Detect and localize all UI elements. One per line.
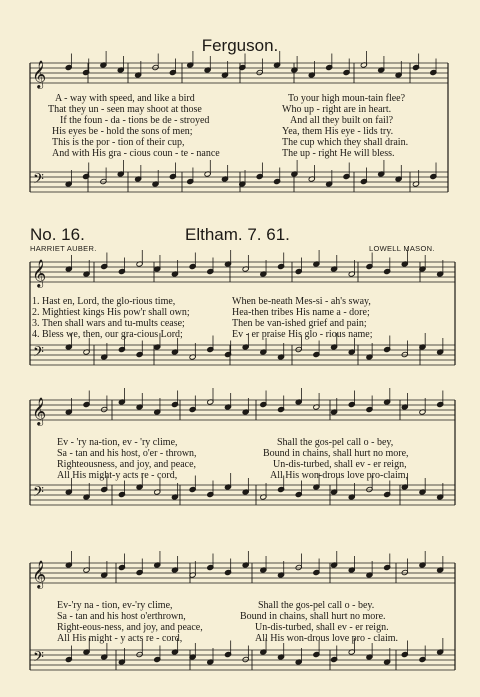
lyric-text: To your high moun-tain flee? (288, 93, 406, 104)
lyric-text: And all they built on fail? (290, 115, 394, 126)
lyric-text: Ev - er praise His glo - rious name; (232, 329, 373, 340)
hymn-title-eltham: Eltham. 7. 61. (185, 225, 290, 244)
lyric-text: Bound in chains, shall hurt no more. (240, 611, 386, 622)
lyric-text: Then be van-ished grief and pain; (232, 318, 367, 329)
lyric-text: Ev - 'ry na-tion, ev - 'ry clime, (57, 437, 178, 448)
bass-clef-icon: 𝄢 (33, 344, 44, 364)
lyric-text: All His might - y acts re - cord, (57, 633, 183, 644)
lyric-text: 2. Mightiest kings His pow'r shall own; (32, 307, 190, 318)
lyric-text: Sa - tan and his host o'erthrown, (57, 611, 186, 622)
author-credit: HARRIET AUBER. (30, 244, 97, 253)
treble-clef-icon: 𝄞 (32, 259, 47, 287)
lyric-text: Ev-'ry na - tion, ev-'ry clime, (57, 600, 173, 611)
hymn-title-ferguson: Ferguson. (201, 36, 279, 55)
bass-clef-icon: 𝄢 (33, 171, 44, 191)
treble-clef-icon: 𝄞 (32, 397, 47, 425)
lyric-text: All His won-drous love pro - claim. (255, 633, 399, 644)
lyric-text: A - way with speed, and like a bird (55, 93, 195, 104)
lyric-text: That they un - seen may shoot at those (48, 104, 202, 115)
lyric-text: 3. Then shall wars and tu-mults cease; (32, 318, 185, 329)
lyric-text: Righteousness, and joy, and peace, (57, 459, 197, 470)
lyric-text: Un-dis-turbed, shall ev - er reign, (273, 459, 407, 470)
composer-credit: LOWELL MASON. (369, 244, 435, 253)
lyric-text: When be-neath Mes-si - ah's sway, (232, 296, 371, 307)
lyric-text: Un-dis-turbed, shall ev - er reign. (255, 622, 389, 633)
lyric-text: Shall the gos-pel call o - bey, (277, 437, 394, 448)
lyric-text: The up - right He will bless. (282, 148, 395, 159)
lyric-text: This is the por - tion of their cup, (52, 137, 185, 148)
lyric-text: All His won-drous love pro-claim, (270, 470, 409, 481)
lyric-text: Who up - right are in heart. (282, 104, 392, 115)
lyric-text: 1. Hast en, Lord, the glo-rious time, (32, 296, 176, 307)
treble-clef-icon: 𝄞 (32, 560, 47, 588)
lyric-text: Bound in chains, shall hurt no more, (263, 448, 409, 459)
lyric-text: His eyes be - hold the sons of men; (52, 126, 193, 137)
lyric-text: If the foun - da - tions be de - stroyed (60, 115, 210, 126)
lyric-text: Sa - tan and his host, o'er - thrown, (57, 448, 197, 459)
bass-clef-icon: 𝄢 (33, 649, 44, 669)
lyric-text: Right-eous-ness, and joy, and peace, (57, 622, 203, 633)
lyric-text: Hea-then tribes His name a - dore; (232, 307, 370, 318)
lyric-text: Yea, them His eye - lids try. (282, 126, 394, 137)
treble-clef-icon: 𝄞 (32, 60, 47, 88)
lyric-text: The cup which they shall drain. (282, 137, 409, 148)
hymn-number: No. 16. (30, 225, 85, 244)
lyric-text: 4. Bless we, then, our gra-cious Lord; (32, 329, 183, 340)
bass-clef-icon: 𝄢 (33, 484, 44, 504)
lyric-text: Shall the gos-pel call o - bey. (258, 600, 375, 611)
lyric-text: All His might-y acts re - cord, (57, 470, 178, 481)
lyric-text: And with His gra - cious coun - te - nance (52, 148, 220, 159)
